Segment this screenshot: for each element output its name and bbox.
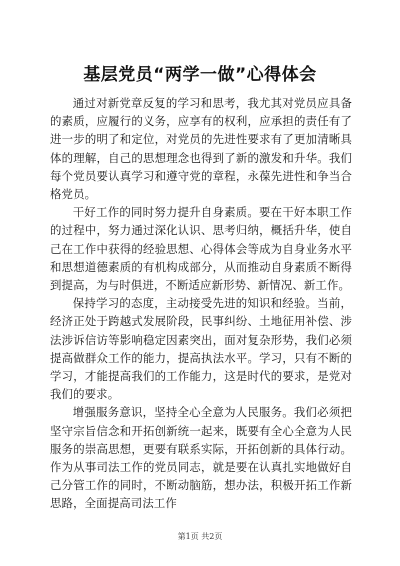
document-body xyxy=(50,94,352,513)
page-number-footer: 第1页 共2页 xyxy=(177,532,223,541)
paragraph-2: 干好工作的同时努力提升自身素质。要在干好本职工作的过程中，努力通过深化认识、思考归纳，概括升华，使自己在工作中获得的经验思想、心得体会等成为自身业务水平和思想道德素质的有机构成部分，从而推动自身素质不断得到提高，为与时俱进，不断适应新形势、新情况、新工作。 xyxy=(50,205,352,293)
paragraph-1: 通过对新党章反复的学习和思考，我尤其对党员应具备的素质，应履行的义务，应享有的权利，应承担的责任有了进一步的明了和定位，对党员的先进性要求有了更加清晰具体的理解，自己的思想理念也得到了新的激发和升华。我们每个党员要认真学习和遵守党的章程，永葆先进性和争当合格党员。 xyxy=(50,96,352,202)
document-title: 基层党员“两学一做”心得体会 xyxy=(83,65,317,85)
paragraph-4: 增强服务意识，坚持全心全意为人民服务。我们必须把坚守宗旨信念和开拓创新统一起来，既要有全心全意为人民服务的崇高思想，更要有联系实际，开拓创新的具体行动。作为从事司法工作的党员同志，就是要在认真扎实地做好自己分管工作的同时，不断动脑筋，想办法，积极开拓工作新思路，全面提高司法工作 xyxy=(50,405,352,511)
paragraph-3: 保持学习的态度，主动接受先进的知识和经验。当前，经济正处于跨越式发展阶段，民事纠纷、土地征用补偿、涉法涉诉信访等影响稳定因素突出，面对复杂形势，我们必须提高做群众工作的能力，提高执法水平。学习，只有不断的学习，才能提高我们的工作能力，这是时代的要求，是党对我们的要求。 xyxy=(50,296,352,402)
